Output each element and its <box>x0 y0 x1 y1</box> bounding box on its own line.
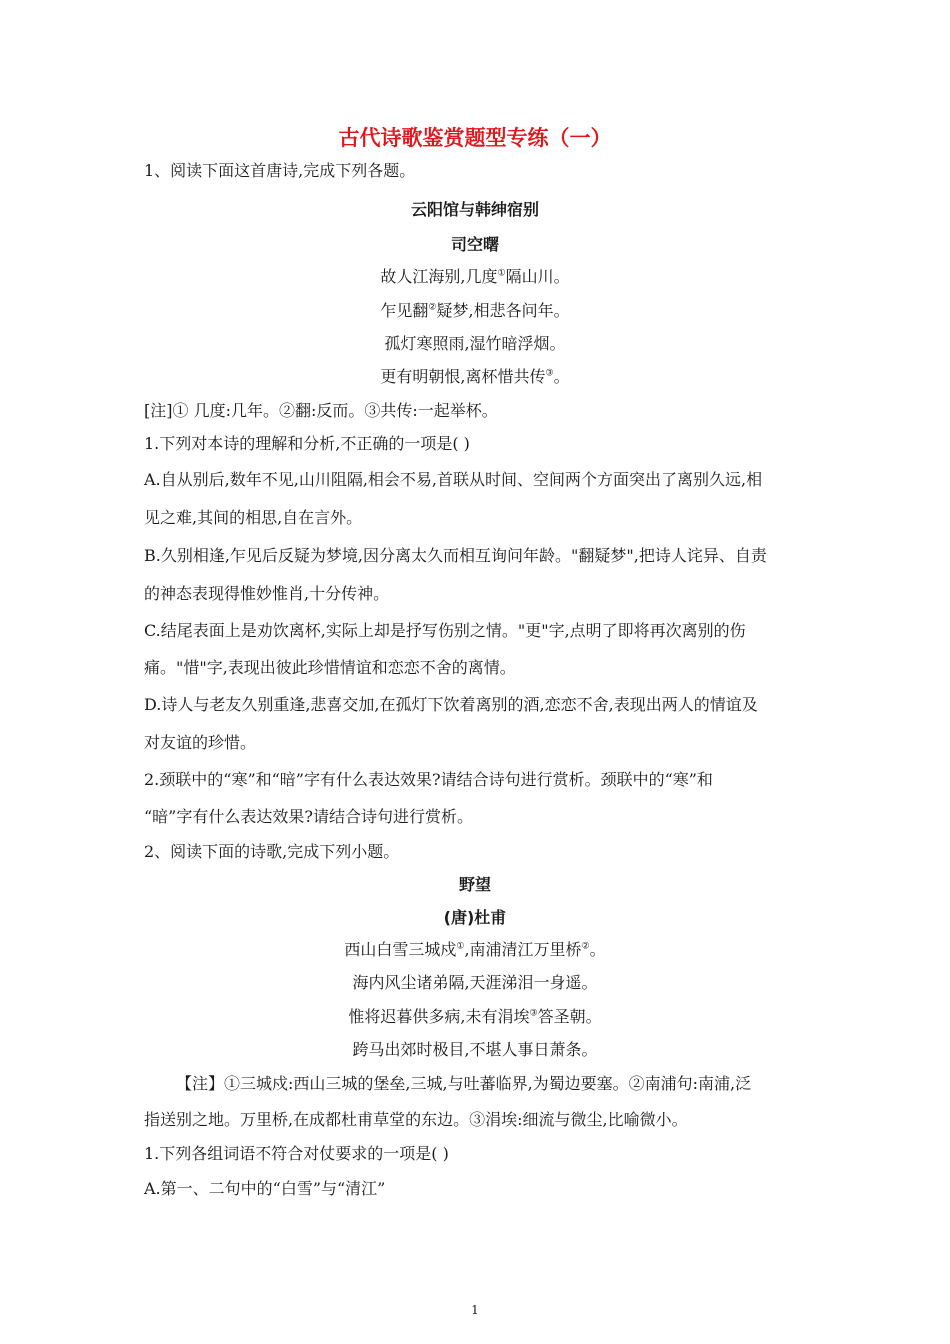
q1-note: [注]① 几度:几年。②翻:反而。③共传:一起举杯。 <box>144 401 498 420</box>
q2-poem-line: 惟将迟暮供多病,未有涓埃③答圣朝。 <box>348 1007 602 1026</box>
q1-author: 司空曙 <box>450 235 499 254</box>
q2-intro: 2、阅读下面的诗歌,完成下列小题。 <box>144 842 400 861</box>
q2-option-a: A.第一、二句中的“白雪”与“清江” <box>144 1179 386 1198</box>
q1-option-a-cont: 见之难,其间的相思,自在言外。 <box>144 508 363 527</box>
q2-poem-line: 西山白雪三城戍①,南浦清江万里桥②。 <box>344 940 606 959</box>
q1-poem-title: 云阳馆与韩绅宿别 <box>410 200 539 219</box>
q1-option-a: A.自从别后,数年不见,山川阻隔,相会不易,首联从时间、空间两个方面突出了离别久远,相 <box>144 470 763 489</box>
q1-subquestion-2: 2.颈联中的“寒”和“暗”字有什么表达效果?请结合诗句进行赏析。颈联中的“寒”和 <box>144 770 713 789</box>
q2-author: (唐)杜甫 <box>443 908 507 927</box>
q2-subquestion-1: 1.下列各组词语不符合对仗要求的一项是( ) <box>144 1144 449 1163</box>
q1-option-c-cont: 痛。"惜"字,表现出彼此珍惜情谊和恋恋不舍的离情。 <box>144 658 516 677</box>
page-title: 古代诗歌鉴赏题型专练（一） <box>338 126 612 150</box>
q2-poem-line: 跨马出郊时极目,不堪人事日萧条。 <box>352 1040 598 1059</box>
q2-poem-title: 野望 <box>458 875 491 894</box>
page-number: 1 <box>471 1303 479 1317</box>
q1-poem-line: 更有明朝恨,离杯惜共传③。 <box>380 367 570 386</box>
q2-note-cont: 指送别之地。万里桥,在成都杜甫草堂的东边。③涓埃:细流与微尘,比喻微小。 <box>144 1110 688 1129</box>
q1-intro: 1、阅读下面这首唐诗,完成下列各题。 <box>144 161 416 180</box>
q1-poem-line: 乍见翻②疑梦,相悲各问年。 <box>380 301 570 320</box>
q1-subquestion-2-cont: “暗”字有什么表达效果?请结合诗句进行赏析。 <box>144 807 473 826</box>
q1-option-b: B.久别相逢,乍见后反疑为梦境,因分离太久而相互询问年龄。"翻疑梦",把诗人诧异、自责 <box>144 546 767 565</box>
q2-poem-line: 海内风尘诸弟隔,天涯涕泪一身遥。 <box>352 973 598 992</box>
q1-option-c: C.结尾表面上是劝饮离杯,实际上却是抒写伤别之情。"更"字,点明了即将再次离别的伤 <box>144 621 746 640</box>
q1-poem-line: 故人江海别,几度①隔山川。 <box>380 267 570 286</box>
q2-note: 【注】①三城戍:西山三城的堡垒,三城,与吐蕃临界,为蜀边要塞。②南浦句:南浦,泛 <box>176 1074 752 1093</box>
q1-poem-line: 孤灯寒照雨,湿竹暗浮烟。 <box>384 334 566 353</box>
q1-option-b-cont: 的神态表现得惟妙惟肖,十分传神。 <box>144 584 390 603</box>
q1-subquestion-1: 1.下列对本诗的理解和分析,不正确的一项是( ) <box>144 434 470 453</box>
q1-option-d-cont: 对友谊的珍惜。 <box>144 733 257 752</box>
q1-option-d: D.诗人与老友久别重逢,悲喜交加,在孤灯下饮着离别的酒,恋恋不舍,表现出两人的情谊及 <box>144 695 758 714</box>
